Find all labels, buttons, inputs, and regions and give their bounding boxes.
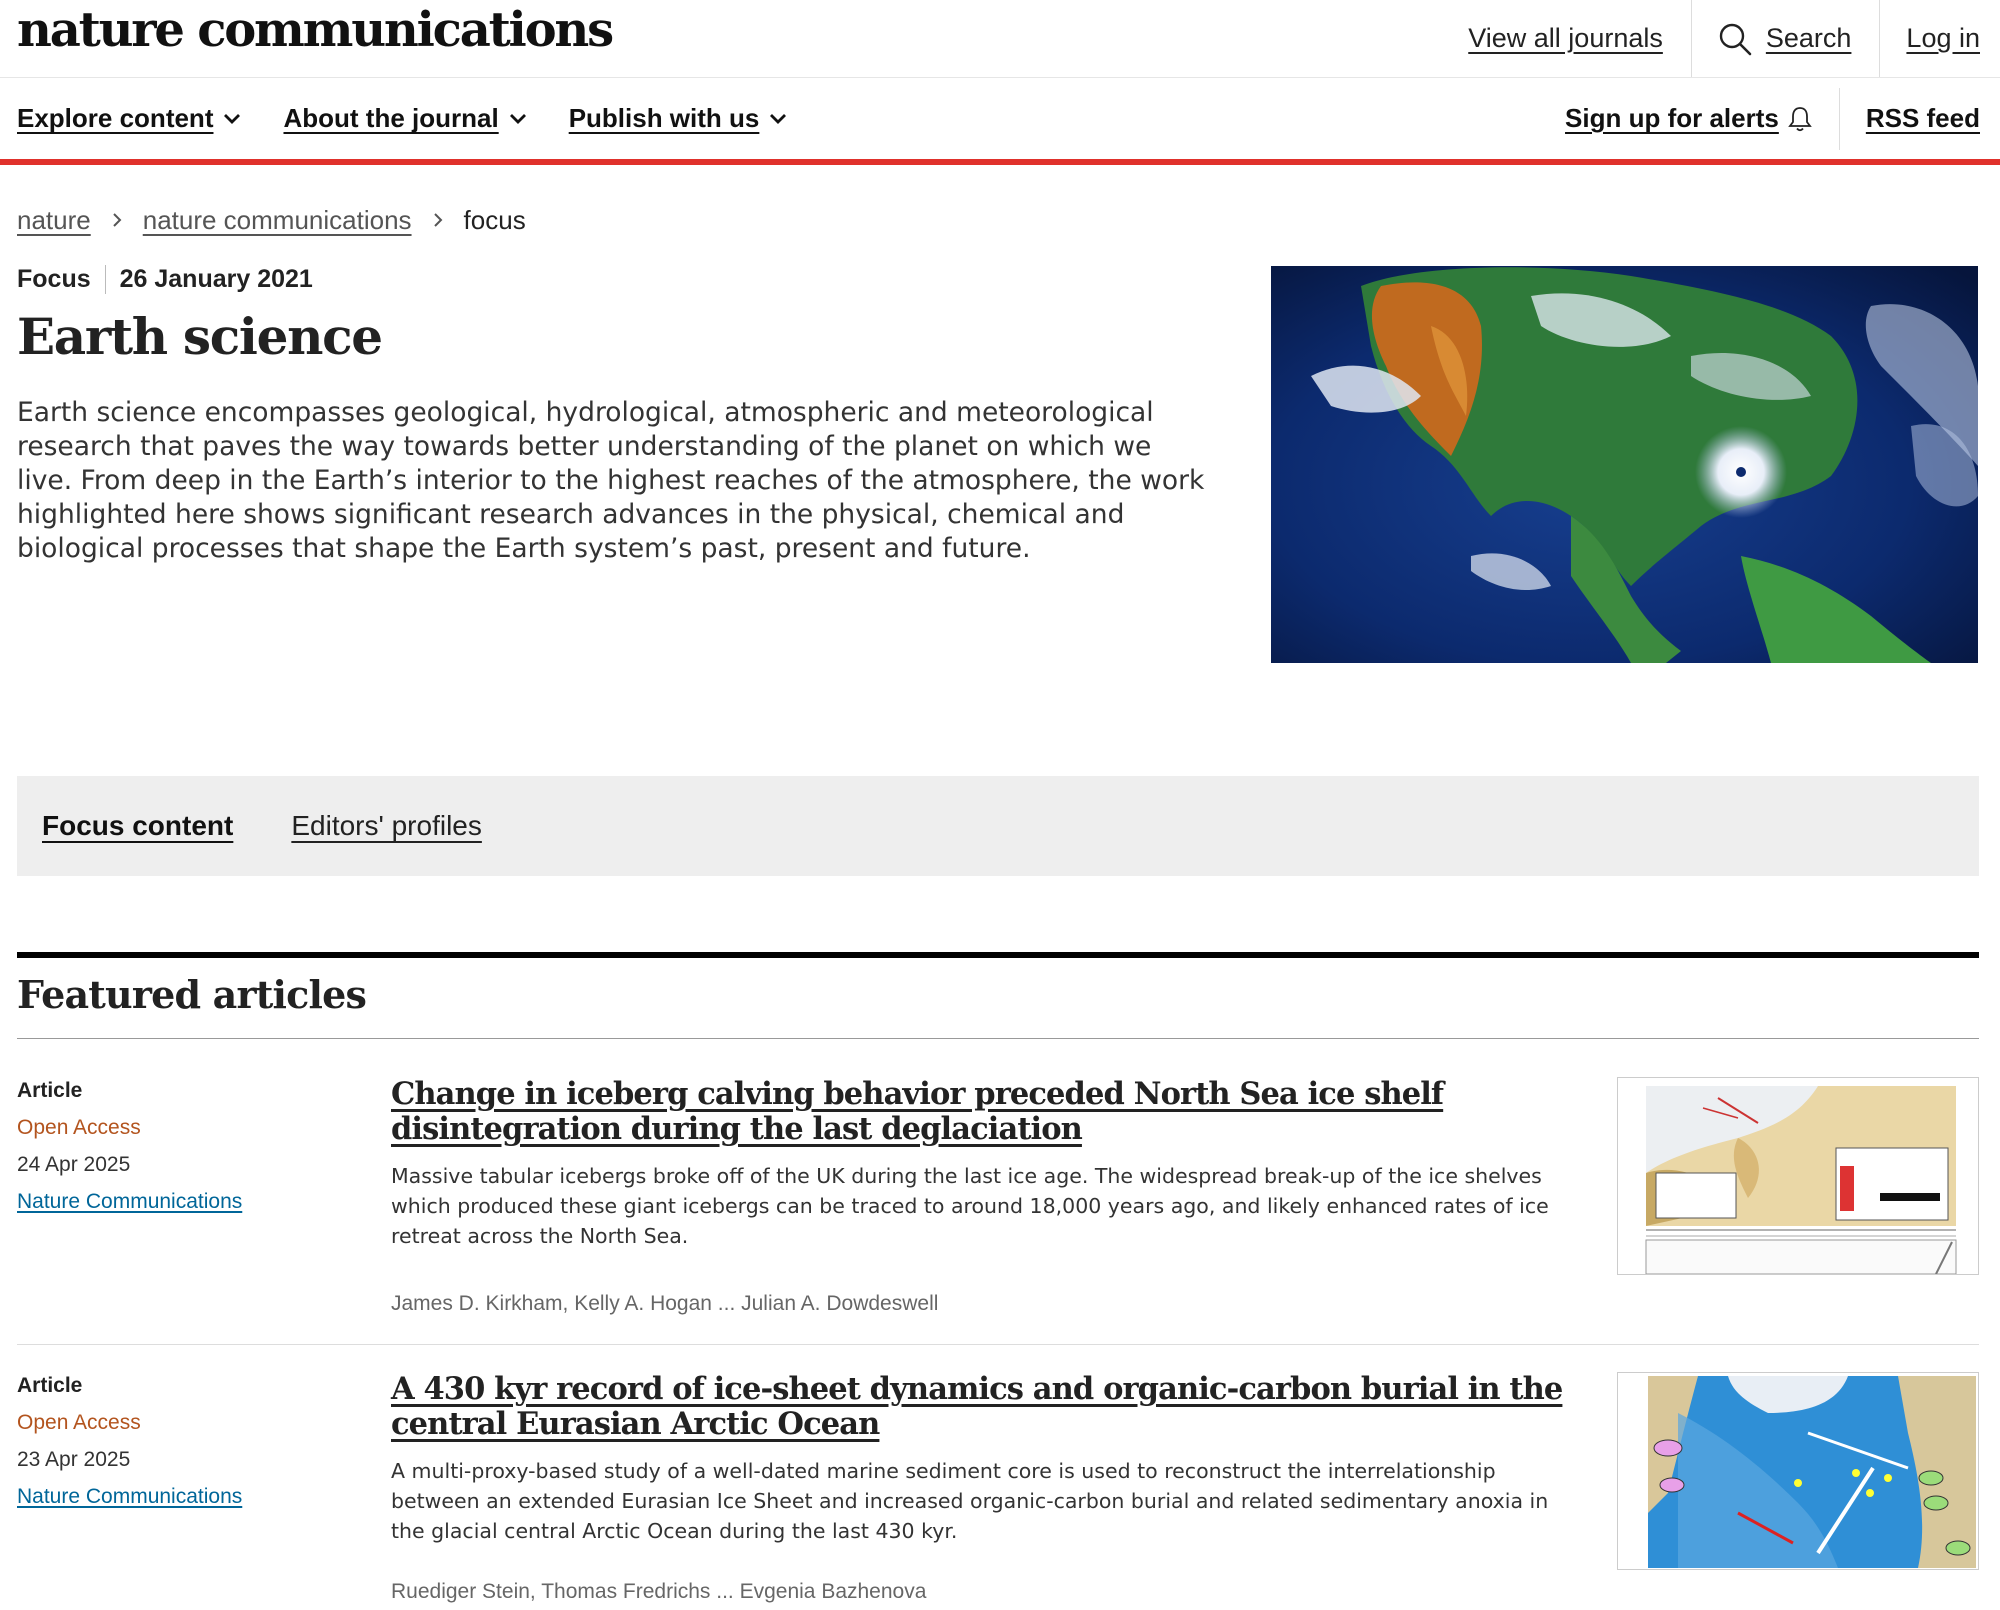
breadcrumb-current: focus (463, 204, 526, 235)
featured-rule (17, 952, 1979, 958)
sign-up-alerts-link[interactable] (1565, 88, 1840, 150)
article-authors: James D. Kirkham, Kelly A. Hogan ... Julian A. Dowdeswell (391, 1292, 939, 1315)
breadcrumb (17, 201, 526, 239)
site-logo[interactable]: nature communications (17, 2, 612, 58)
article-title-link[interactable]: Change in iceberg calving behavior preceded North Sea ice shelf disintegration during the last deglaciation (391, 1076, 1444, 1147)
publish-with-us-label: Publish with us (568, 103, 760, 133)
article-thumbnail[interactable] (1617, 1077, 1979, 1275)
focus-meta (17, 265, 313, 294)
page-title: Earth science (17, 307, 382, 366)
article-card (17, 1077, 1979, 1345)
article-type: Article (17, 1079, 83, 1102)
article-meta (17, 1077, 347, 1216)
about-journal-menu[interactable] (283, 103, 526, 134)
nav-menu (17, 78, 787, 159)
open-access-badge: Open Access (17, 1411, 141, 1434)
chevron-down-icon (223, 113, 241, 125)
breadcrumb-nature[interactable]: nature (17, 204, 91, 235)
article-date: 23 Apr 2025 (17, 1448, 131, 1471)
article-thumbnail[interactable] (1617, 1372, 1979, 1570)
focus-type: Focus (17, 265, 106, 294)
publish-with-us-menu[interactable] (569, 103, 788, 134)
article-meta (17, 1372, 347, 1511)
breadcrumb-nature-communications[interactable]: nature communications (142, 204, 412, 235)
article-type: Article (17, 1374, 83, 1397)
search-button[interactable] (1691, 0, 1881, 77)
focus-description: Earth science encompasses geological, hydrological, atmospheric and meteorological research that paves the way towards better understanding of the planet on which we live. From deep in the Earth’s interior to the highest reaches of the atmosphere, the work highlighted here shows significant research advances in the physical, chemical and biological processes that shape the Earth system’s past, present and future. (17, 397, 1205, 564)
article-authors: Ruediger Stein, Thomas Fredrichs ... Evgenia Bazhenova (391, 1580, 927, 1603)
chevron-right-icon (432, 212, 444, 228)
article-description: Massive tabular icebergs broke off of the UK during the last ice age. The widespread break-up of the ice shelves which produced these giant icebergs can be traced to around 18,000 years ago, and likely enhanced rates of ice retreat across the North Sea. (391, 1164, 1549, 1248)
article-body (391, 1371, 1586, 1603)
featured-divider (17, 1038, 1979, 1039)
view-all-journals-link[interactable]: View all journals (1468, 23, 1663, 53)
article-journal-link[interactable]: Nature Communications (17, 1485, 243, 1508)
article-date: 24 Apr 2025 (17, 1153, 131, 1176)
featured-heading: Featured articles (17, 972, 367, 1017)
article-card (17, 1372, 1979, 1610)
tab-editors-profiles[interactable]: Editors' profiles (291, 810, 482, 841)
explore-content-menu[interactable] (17, 103, 241, 134)
tab-focus-content[interactable]: Focus content (42, 810, 234, 841)
chevron-down-icon (769, 113, 787, 125)
rss-feed-link[interactable]: RSS feed (1865, 103, 1980, 133)
focus-date: 26 January 2021 (119, 265, 313, 293)
site-header (0, 0, 2000, 78)
focus-tabs (17, 776, 1979, 876)
chevron-right-icon (111, 212, 123, 228)
about-journal-label: About the journal (283, 103, 499, 133)
header-links (1468, 0, 1980, 77)
article-journal-link[interactable]: Nature Communications (17, 1190, 243, 1213)
journal-nav (0, 78, 2000, 165)
chevron-down-icon (509, 113, 527, 125)
search-label[interactable]: Search (1765, 23, 1852, 53)
sign-up-alerts-label: Sign up for alerts (1565, 103, 1779, 133)
bell-icon (1787, 105, 1813, 133)
article-body (391, 1076, 1586, 1315)
article-description: A multi-proxy-based study of a well-dated marine sediment core is used to reconstruct the interrelationship between an extended Eurasian Ice Sheet and increased organic-carbon burial and related sedimentary anoxia in the glacial central Arctic Ocean during the last 430 kyr. (391, 1459, 1549, 1543)
hero-earth-image (1271, 266, 1978, 663)
explore-content-label: Explore content (17, 103, 214, 133)
open-access-badge: Open Access (17, 1116, 141, 1139)
search-icon (1718, 22, 1752, 56)
article-title-link[interactable]: A 430 kyr record of ice-sheet dynamics and organic-carbon burial in the central Eurasian Arctic Ocean (391, 1371, 1563, 1442)
nav-right (1565, 78, 1980, 159)
login-link[interactable]: Log in (1906, 23, 1980, 53)
